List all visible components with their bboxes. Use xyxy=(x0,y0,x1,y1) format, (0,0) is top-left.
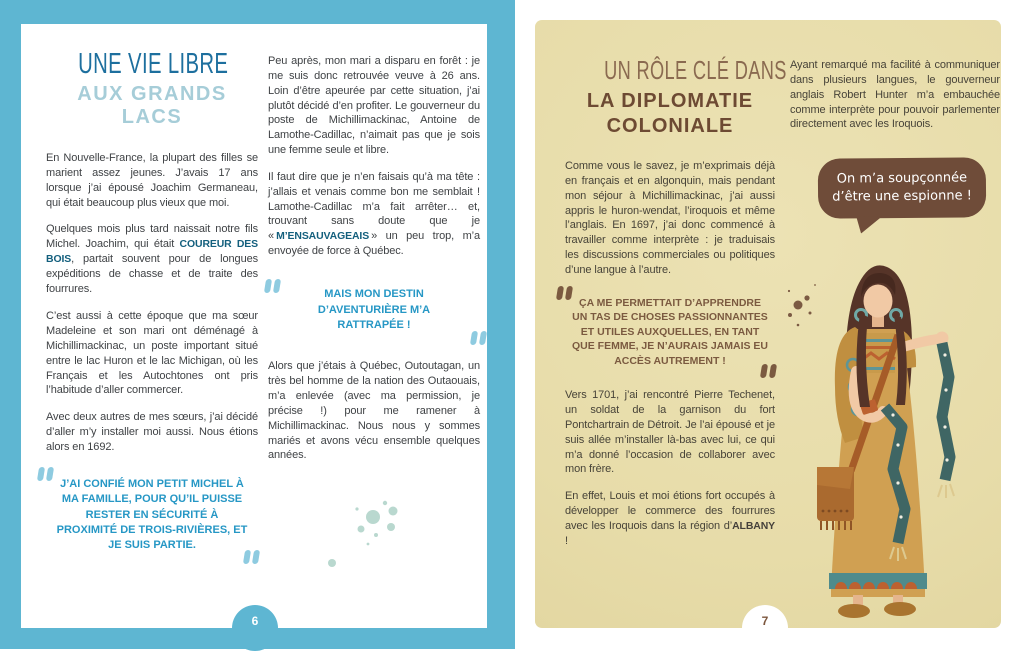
left-column-2 xyxy=(268,54,480,475)
close-quote-icon xyxy=(242,550,260,564)
right-column-2 xyxy=(790,58,1000,218)
page-number-right-text: 7 xyxy=(761,614,769,628)
paragraph: Avec deux autres de mes sœurs, j’ai décidé d’aller m’y installer moi aussi. Nous étions alors en 1692. xyxy=(46,411,258,453)
pull-quote xyxy=(46,475,258,556)
speech-bubble xyxy=(818,157,987,219)
paragraph: C’est aussi à cette époque que ma sœur Madeleine et son mari ont déménagé à Michillimackinac, un poste important situé entre le lac Huron et le lac Michigan, où les Français et les Autochtones ont pris l’habitude d’aller commercer. xyxy=(46,310,258,397)
paragraph: Quelques mois plus tard naissait notre fils Michel. Joachim, qui était COUREUR DES BOIS, partait souvent pour de longues expéditions de chasse et de traite des fourrures. xyxy=(46,223,258,296)
right-page-title xyxy=(565,50,787,87)
pull-quote-text: MAIS MON DESTIN D’AVENTURIÈRE M’A RATTRAPÉE ! xyxy=(317,288,431,332)
paragraph: Ayant remarqué ma facilité à communiquer dans plusieurs langues, le gouverneur anglais Robert Hunter m’a embauchée comme interprète pour pouvoir parlementer directement avec les Iroquois. xyxy=(790,59,1000,131)
ink-specks-icon xyxy=(321,489,431,604)
pull-quote-text: ÇA ME PERMETTAIT D’APPRENDRE UN TAS DE CHOSES PASSIONNANTES ET UTILES AUXQUELLES, EN TANT QUE FEMME, JE N’AURAIS JAMAIS EU ACCÈS AUTREMENT ! xyxy=(571,296,769,367)
left-page-subtitle: AUX GRANDS LACS xyxy=(77,83,227,128)
page-number-left xyxy=(232,605,278,651)
pull-quote xyxy=(565,294,775,370)
right-page-title-text: UN RÔLE CLÉ DANS xyxy=(604,55,787,85)
pull-quote xyxy=(291,285,457,335)
paragraph: Peu après, mon mari a disparu en forêt : je me suis donc retrouvée veuve à 26 ans. Loin d’être apeurée par cette situation, j’ai plutôt décidé d’en profiter. Le gouverneur du poste de Michillimackinac, Antoine de Lamothe-Cadillac, n’aimait pas que je sois une femme seule et libre. xyxy=(268,55,480,157)
page-number-right xyxy=(742,605,788,651)
page-number-left-text: 6 xyxy=(251,614,259,628)
paragraph: En Nouvelle-France, la plupart des filles se marient assez jeunes. J’avais 17 ans lorsque j’ai épousé Joachim Germaneau, qui était beaucoup plus vieux que moi. xyxy=(46,152,258,209)
paragraph: En effet, Louis et moi étions fort occupés à développer le commerce des fourrures avec les Iroquois dans la région d’ALBANY ! xyxy=(565,490,775,548)
left-page-panel xyxy=(21,24,487,628)
pull-quote-text: J’AI CONFIÉ MON PETIT MICHEL À MA FAMILLE, POUR QU’IL PUISSE RESTER EN SÉCURITÉ À PROXIMITÉ DE TROIS-RIVIÈRES, ET JE SUIS PARTIE. xyxy=(56,477,248,552)
open-quote-icon xyxy=(555,286,573,300)
woman-illustration xyxy=(765,255,1000,628)
right-page xyxy=(535,20,1001,628)
left-page-title xyxy=(46,44,258,81)
left-page-title-text: UNE VIE LIBRE xyxy=(78,48,229,80)
paragraph: Il faut dire que je n’en faisais qu’à ma tête : j’allais et venais comme bon me semblait ! Lamothe-Cadillac m’a fait arrêter… et, trouvant sans doute que je « M’ENSAUVAGEAIS » un peu trop, m’a envoyée de force à Québec. xyxy=(268,170,480,258)
right-column-1 xyxy=(565,50,787,561)
paragraph: Alors que j’étais à Québec, Outoutagan, un très bel homme de la nation des Outaouais, m’a enlevée (avec ma permission, je précise !) pour me ramener à Michillimackinac. Nous nous y sommes mariés et avons vécu ensemble quelques années. xyxy=(268,360,480,462)
paragraph: Vers 1701, j’ai rencontré Pierre Techenet, un soldat de la garnison du fort Pontchartrain de Détroit. Je l’ai épousé et je suis allée m’installer là-bas avec lui, ce qui m’a donné l’occasion de collaborer avec mon frère. xyxy=(565,389,775,476)
left-page xyxy=(0,0,515,649)
right-page-subtitle: LA DIPLOMATIE COLONIALE xyxy=(586,90,754,137)
close-quote-icon xyxy=(469,331,487,345)
speech-bubble-text: On m’a soupçonnée d’être une espionne ! xyxy=(832,170,972,205)
left-column-1 xyxy=(46,44,258,556)
woman-holding-wampum-belts-icon xyxy=(765,255,1000,628)
open-quote-icon xyxy=(36,467,54,481)
paragraph: Comme vous le savez, je m’exprimais déjà en français et en algonquin, mais pendant mon séjour à Michillimackinac, j’ai aussi appris le huron-wendat, l’iroquois et même l’anglais. En 1697, j’ai donc commencé à travailler comme interprète : je traduisais les discussions commerciales ou politiques d’une langue à l’autre. xyxy=(565,160,775,276)
open-quote-icon xyxy=(263,279,281,293)
